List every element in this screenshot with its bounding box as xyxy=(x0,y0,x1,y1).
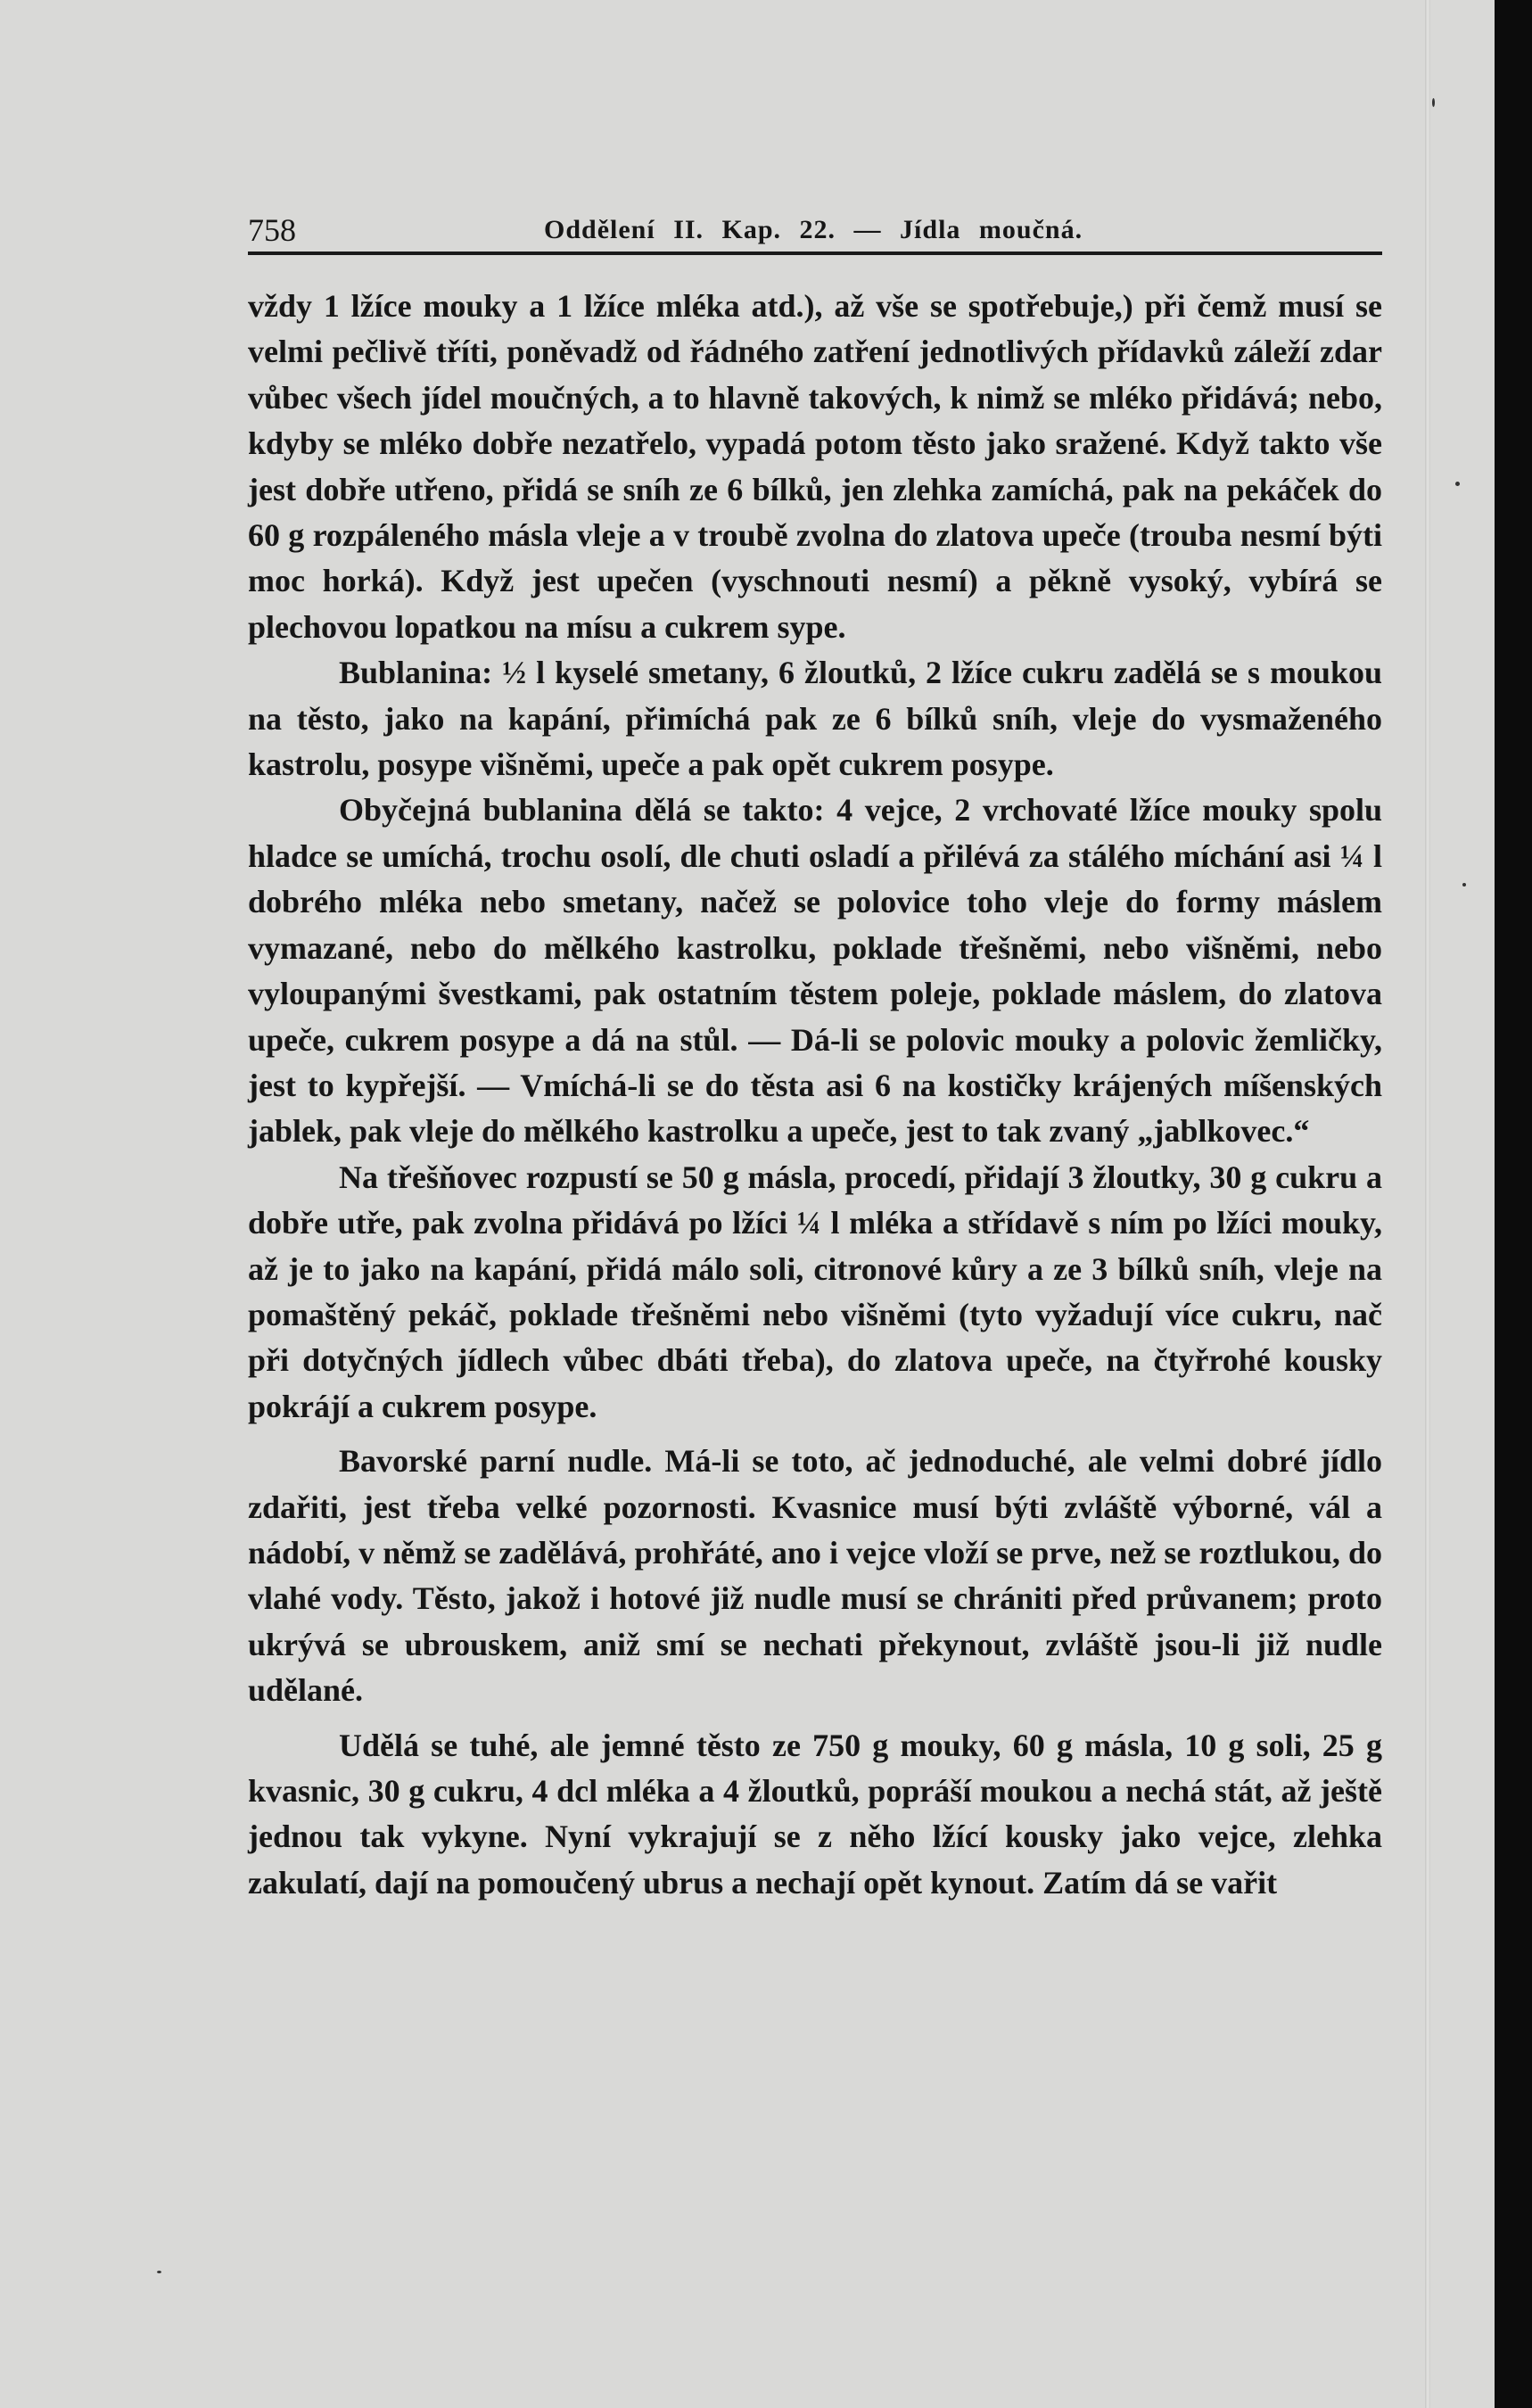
scan-border xyxy=(1495,0,1532,2408)
paragraph-tresnovec: Na třešňovec rozpustí se 50 g másla, procedí, přidají 3 žloutky, 30 g cukru a dobře utře, pak zvolna přidává po lžíci ¼ l mléka a střídavě s ním po lžíci mouky, až je to jako na kapání, přidá málo soli, citronové kůry a ze 3 bílků sníh, vleje na pomaštěný pekáč, poklade třešněmi nebo višněmi (tyto vyžadují více cukru, nač při dotyčných jídlech vůbec dbáti třeba), do zlatova upeče, na čtyřrohé kousky pokrájí a cukrem posype. xyxy=(248,1159,1382,1424)
body-text xyxy=(248,284,1382,1906)
paragraph-continuation: vždy 1 lžíce mouky a 1 lžíce mléka atd.), až vše se spotřebuje,) při čemž musí se velmi pečlivě tříti, poněvadž od řádného zatření jednotlivých přídavků záleží zdar vůbec všech jídel moučných, a to hlavně takových, k nimž se mléko přidává; nebo, kdyby se mléko dobře nezatřelo, vypadá potom těsto jako sražené. Když takto vše jest dobře utřeno, přidá se sníh ze 6 bílků, jen zlehka zamíchá, pak na pekáček do 60 g rozpáleného másla vleje a v troubě zvolna do zlatova upeče (trouba nesmí býti moc horká). Když jest upečen (vyschnouti nesmí) a pěkně vysoký, vybírá se plechovou lopatkou na mísu a cukrem sype. xyxy=(248,288,1382,645)
running-head: Oddělení II. Kap. 22. — Jídla moučná. xyxy=(544,215,1083,244)
header-rule xyxy=(248,252,1382,255)
dust-speck xyxy=(157,2271,161,2273)
dust-speck xyxy=(1455,482,1460,486)
paragraph-bublanina: Bublanina: ½ l kyselé smetany, 6 žloutků, 2 lžíce cukru zadělá se s moukou na těsto, jako na kapání, přimíchá pak ze 6 bílků sníh, vleje do vysmaženého kastrolu, posype višněmi, upeče a pak opět cukrem posype. xyxy=(248,655,1382,783)
book-page xyxy=(178,178,1400,2390)
page-number: 758 xyxy=(248,212,296,248)
page-header xyxy=(248,207,1389,253)
page-fold-shadow xyxy=(1425,0,1430,2408)
dust-speck xyxy=(1432,98,1435,107)
paragraph-bavorske-nudle: Bavorské parní nudle. Má-li se toto, ač jednoduché, ale velmi dobré jídlo zdařiti, jest třeba velké pozornosti. Kvasnice musí býti zvláště výborné, vál a nádobí, v němž se zadělává, prohřáté, ano i vejce vloží se prve, než se roztlukou, do vlahé vody. Těsto, jakož i hotové již nudle musí se chrániti před průvanem; proto ukrývá se ubrouskem, aniž smí se nechati překynout, zvláště jsou-li již nudle udělané. xyxy=(248,1443,1382,1709)
paragraph-nudle-preparation: Udělá se tuhé, ale jemné těsto ze 750 g mouky, 60 g másla, 10 g soli, 25 g kvasnic, 30 g cukru, 4 dcl mléka a 4 žloutků, popráší moukou a nechá stát, až ještě jednou tak vykyne. Nyní vykrajují se z něho lžící kousky jako vejce, zlehka zakulatí, dají na pomoučený ubrus a nechají opět kynout. Zatím dá se vařit xyxy=(248,1727,1382,1901)
paragraph-obycejna-bublanina: Obyčejná bublanina dělá se takto: 4 vejce, 2 vrchovaté lžíce mouky spolu hladce se umíchá, trochu osolí, dle chuti osladí a přilévá za stálého míchání asi ¼ l dobrého mléka nebo smetany, načež se polovice toho vleje do formy máslem vymazané, nebo do mělkého kastrolku, poklade třešněmi, nebo višněmi, nebo vyloupanými švestkami, pak ostatním těstem poleje, poklade máslem, do zlatova upeče, cukrem posype a dá na stůl. — Dá-li se polovic mouky a polovic žemličky, jest to kypřejší. — Vmíchá-li se do těsta asi 6 na kostičky krájených míšenských jablek, pak vleje do mělkého kastrolku a upeče, jest to tak zvaný „jablkovec.“ xyxy=(248,792,1382,1150)
dust-speck xyxy=(1462,883,1466,887)
